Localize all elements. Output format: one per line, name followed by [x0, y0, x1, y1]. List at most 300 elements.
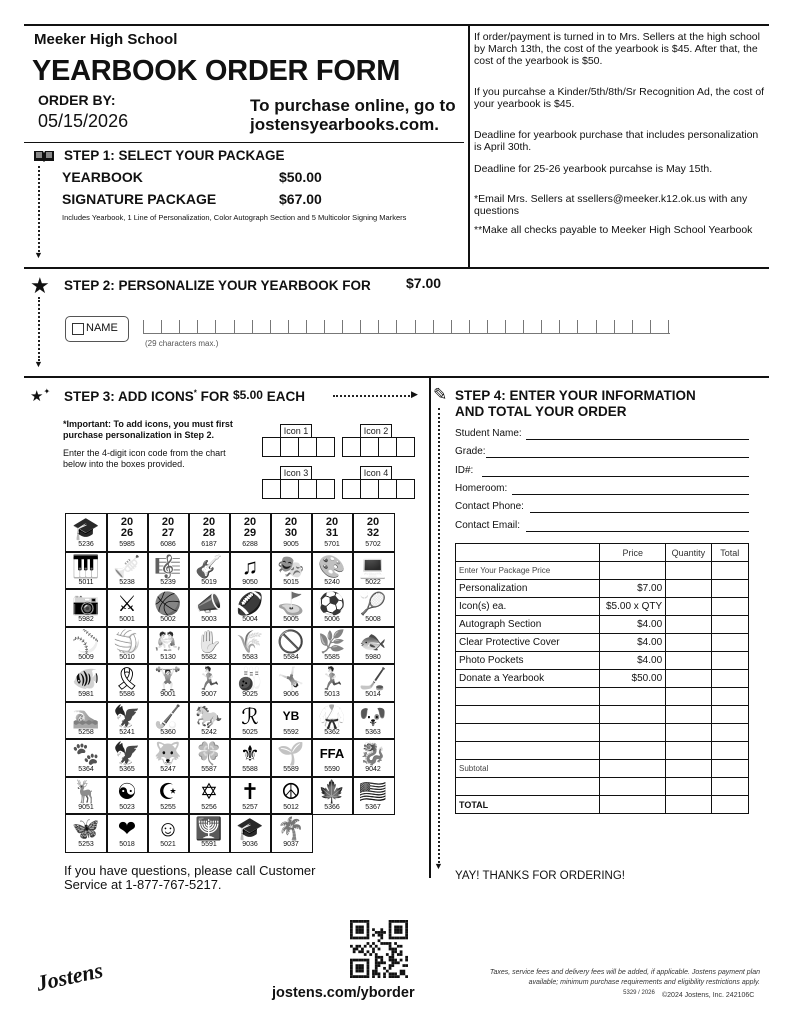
icon-chart-cell	[106, 738, 149, 778]
icon-code: 9037	[283, 841, 299, 848]
icon-code: 5130	[160, 653, 176, 661]
icon-code: 5367	[365, 803, 381, 811]
row-quantity[interactable]	[666, 724, 711, 742]
icon-chart-cell	[352, 701, 395, 741]
icon-code: 5253	[78, 841, 94, 848]
icon-code: 5241	[119, 728, 135, 736]
step4-heading-2: AND TOTAL YOUR ORDER	[455, 404, 627, 419]
row-quantity[interactable]	[666, 652, 711, 670]
icon-code: 5242	[201, 728, 217, 736]
icon-chart-cell	[352, 551, 395, 591]
char-tick	[668, 320, 669, 333]
chart-icon: 🤼	[154, 628, 182, 654]
questions-text: If you have questions, please call Customer Service at 1-877-767-5217.	[64, 863, 316, 892]
icon-code: 5005	[283, 616, 299, 623]
name-character-input[interactable]	[143, 318, 670, 334]
icon-chart-cell	[188, 588, 231, 628]
row-price: $4.00	[600, 634, 666, 652]
icon-chart-cell	[270, 738, 313, 778]
icon-chart-cell	[106, 776, 149, 816]
chart-icon: ☮	[281, 778, 301, 804]
chart-icon: 🏃	[318, 666, 346, 691]
icon-code: 5025	[242, 728, 258, 736]
icon-code: 5256	[201, 803, 217, 811]
char-tick	[360, 320, 361, 333]
name-checkbox[interactable]	[72, 323, 84, 335]
chart-icon: 🏃	[195, 666, 223, 691]
icon-chart-cell	[270, 701, 313, 741]
icon-1-label: Icon 1	[280, 424, 312, 438]
arrow-right-icon: ▶	[411, 389, 418, 399]
icon-code: 5364	[78, 766, 94, 773]
table-row	[456, 634, 749, 652]
chart-icon: ⚔	[117, 591, 137, 616]
row-quantity[interactable]	[666, 598, 711, 616]
row-total[interactable]	[711, 580, 748, 598]
chart-icon: 🦅	[113, 741, 141, 766]
top-rule	[24, 24, 769, 26]
order-total-table	[455, 543, 749, 814]
icon-code: 5985	[119, 541, 135, 548]
icon-chart-cell	[188, 776, 231, 816]
icon-chart-cell	[65, 626, 108, 666]
footer-copyright: ©2024 Jostens, Inc. 242106C	[662, 992, 755, 999]
icon-chart-cell	[106, 588, 149, 628]
field-label: Contact Phone:	[455, 501, 524, 513]
row-price: $5.00 x QTY	[600, 598, 666, 616]
chart-icon: 🍀	[195, 741, 223, 766]
icon-code: 5236	[78, 541, 94, 548]
row-price	[600, 688, 666, 706]
char-tick	[161, 320, 162, 333]
icon-chart-cell	[229, 701, 272, 741]
row-total[interactable]	[711, 688, 748, 706]
field-label: ID#:	[455, 464, 474, 476]
row-price: $50.00	[600, 670, 666, 688]
order-by-date: 05/15/2026	[38, 111, 129, 131]
row-quantity[interactable]	[666, 580, 711, 598]
step3-connector	[333, 395, 413, 397]
table-row	[456, 724, 749, 742]
chart-icon: ✡	[199, 778, 219, 804]
row-item: Clear Protective Cover	[456, 634, 600, 652]
char-tick	[342, 320, 343, 333]
table-row	[456, 580, 749, 598]
header-divider	[468, 24, 470, 268]
row-total[interactable]	[711, 652, 748, 670]
icon-chart-cell	[188, 513, 231, 553]
icon-code: 5363	[365, 728, 381, 736]
field-input[interactable]	[512, 494, 749, 495]
row-total[interactable]	[711, 670, 748, 688]
row-price: $4.00	[600, 652, 666, 670]
step1-top-rule	[24, 142, 464, 143]
icon-chart-cell	[270, 663, 313, 703]
icon-chart-cell	[270, 776, 313, 816]
step2-price: $7.00	[406, 275, 442, 291]
header-item	[456, 544, 600, 562]
row-quantity[interactable]	[666, 616, 711, 634]
icon-code: 5702	[365, 541, 381, 548]
year-icon: 20 28	[202, 516, 216, 539]
chart-icon: ⚜	[240, 741, 260, 766]
char-tick	[559, 320, 560, 333]
chart-icon: 🌾	[236, 628, 264, 654]
table-row	[456, 652, 749, 670]
row-quantity[interactable]	[666, 742, 711, 760]
icon-chart-cell	[229, 663, 272, 703]
icon-code: 9042	[365, 766, 381, 773]
chart-icon: 🎹	[72, 553, 100, 579]
yearbook-label: YEARBOOK	[62, 169, 143, 185]
row-price	[600, 742, 666, 760]
row-total[interactable]	[711, 724, 748, 742]
icon-chart-cell	[188, 551, 231, 591]
icon-chart-cell	[147, 626, 190, 666]
row-item: TOTAL	[456, 796, 600, 814]
sparkle-star-icon: ★✦	[30, 387, 51, 405]
char-tick	[324, 320, 325, 333]
icon-code: 5258	[78, 728, 94, 736]
chart-icon: 🐟	[359, 628, 387, 654]
table-row	[456, 688, 749, 706]
icon-chart-cell	[229, 738, 272, 778]
chart-icon: 🐎	[195, 703, 223, 729]
step1-connector	[38, 166, 40, 252]
char-tick	[215, 320, 216, 333]
icon-code: 5019	[201, 578, 217, 586]
icon-code: 6288	[242, 541, 258, 548]
icon-chart-cell	[147, 513, 190, 553]
row-quantity[interactable]	[666, 670, 711, 688]
table-row	[456, 742, 749, 760]
icon-code: 9050	[242, 578, 258, 586]
row-quantity[interactable]	[666, 796, 711, 814]
arrow-down-icon: ▼	[34, 250, 43, 260]
row-quantity[interactable]	[666, 778, 711, 796]
icon-code: 5009	[78, 653, 94, 661]
icon-code: 5018	[119, 841, 135, 848]
table-row	[456, 706, 749, 724]
char-tick	[632, 320, 633, 333]
row-total[interactable]	[711, 616, 748, 634]
header-total: Total	[711, 544, 748, 562]
chart-icon: 📷	[72, 591, 100, 616]
row-total[interactable]	[711, 778, 748, 796]
icon-code: 9025	[242, 691, 258, 698]
chart-icon: 🏊	[72, 703, 100, 729]
chart-icon: 🎸	[195, 553, 223, 579]
icon-chart-cell	[147, 738, 190, 778]
row-total[interactable]	[711, 634, 748, 652]
icon-code: 5584	[283, 653, 299, 661]
step1-heading: STEP 1: SELECT YOUR PACKAGE	[64, 148, 285, 163]
row-total[interactable]	[711, 760, 748, 778]
icon-code: 5257	[242, 803, 258, 811]
char-tick	[270, 320, 271, 333]
thanks-text: YAY! THANKS FOR ORDERING!	[455, 870, 625, 882]
field-label: Grade:	[455, 446, 486, 458]
info-p4: Deadline for 25-26 yearbook purcahse is May 15th.	[474, 163, 713, 175]
icon-chart-cell	[106, 626, 149, 666]
icon-4-label: Icon 4	[360, 466, 392, 480]
chart-icon: ✋	[195, 628, 223, 654]
icon-chart-cell	[270, 626, 313, 666]
icon-chart-cell	[65, 701, 108, 741]
char-tick	[596, 320, 597, 333]
icon-code: 5012	[283, 803, 299, 811]
icon-chart	[65, 513, 395, 858]
step3-heading-star: *	[193, 388, 197, 398]
chart-icon: 🏒	[359, 666, 387, 691]
icon-code: 9007	[201, 691, 217, 698]
icon-chart-cell	[311, 551, 354, 591]
info-column	[474, 31, 766, 236]
row-item	[456, 706, 600, 724]
char-tick	[288, 320, 289, 333]
icon-chart-cell	[106, 551, 149, 591]
chart-icon: ♫	[241, 553, 259, 579]
icon-chart-cell	[311, 513, 354, 553]
icon-code: 5362	[324, 728, 340, 736]
chart-icon: ⚽	[318, 591, 346, 616]
icon-code: 5238	[119, 578, 135, 586]
field-label: Contact Email:	[455, 519, 521, 531]
icon-chart-cell	[147, 588, 190, 628]
online-line-1: To purchase online, go to	[250, 96, 456, 115]
icon-code: 5003	[201, 616, 217, 623]
icon-chart-cell	[229, 626, 272, 666]
icon-code: 5587	[201, 766, 217, 773]
chart-icon: 🏐	[113, 628, 141, 654]
icon-code: 5583	[242, 653, 258, 661]
row-item	[456, 778, 600, 796]
signature-price: $67.00	[279, 191, 322, 207]
row-total[interactable]	[711, 562, 748, 580]
icon-code: 5982	[78, 616, 94, 623]
char-tick	[577, 320, 578, 333]
row-item: Subtotal	[456, 760, 600, 778]
row-quantity[interactable]	[666, 760, 711, 778]
char-tick	[614, 320, 615, 333]
icon-4-code-input[interactable]	[342, 479, 415, 499]
icon-code: 5011	[78, 578, 94, 586]
table-row	[456, 778, 749, 796]
step2-bottom-rule	[24, 376, 769, 378]
icon-code: 5701	[324, 541, 340, 548]
field-input[interactable]	[530, 512, 749, 513]
chart-icon: 🌿	[318, 628, 346, 654]
year-icon: 20 29	[243, 516, 257, 539]
row-item: Icon(s) ea.	[456, 598, 600, 616]
name-checkbox-box[interactable]	[65, 316, 129, 342]
row-item: Personalization	[456, 580, 600, 598]
chart-icon: ☪	[158, 778, 178, 804]
icon-code: 5365	[119, 766, 135, 773]
info-p2: If you purcahse a Kinder/5th/8th/Sr Recognition Ad, the cost of your yearbook is $45.	[474, 86, 765, 110]
chart-icon: 🎳	[236, 666, 264, 691]
icon-chart-cell	[352, 663, 395, 703]
chart-icon: 🏑	[154, 703, 182, 729]
info-p3: Deadline for yearbook purchase that includes personalization is April 30th.	[474, 129, 759, 153]
icon-code: 5588	[242, 766, 258, 773]
step1-bottom-rule	[24, 267, 769, 269]
icon-code: 5591	[201, 841, 217, 848]
row-quantity[interactable]	[666, 688, 711, 706]
table-header-row	[456, 544, 749, 562]
icon-chart-cell	[311, 588, 354, 628]
signature-note: Includes Yearbook, 1 Line of Personalization, Color Autograph Section and 5 Multicolor Signing Markers	[62, 213, 407, 222]
char-tick	[415, 320, 416, 333]
jostens-logo: Jostens	[34, 957, 106, 996]
row-price: $7.00	[600, 580, 666, 598]
chart-icon: 🐺	[154, 741, 182, 766]
icon-code: 5015	[283, 578, 299, 586]
icon-chart-cell	[311, 776, 354, 816]
icon-chart-cell	[229, 813, 272, 853]
char-tick	[396, 320, 397, 333]
icon-code: 5008	[365, 616, 381, 623]
icon-chart-cell	[65, 551, 108, 591]
char-tick	[234, 320, 235, 333]
step3-instructions: Enter the 4-digit icon code from the chart below into the boxes provided.	[63, 448, 226, 469]
row-quantity[interactable]	[666, 562, 711, 580]
chart-icon: FFA	[319, 746, 345, 761]
icon-code: 5360	[160, 728, 176, 736]
icon-chart-cell	[352, 626, 395, 666]
signature-label: SIGNATURE PACKAGE	[62, 191, 217, 207]
row-quantity[interactable]	[666, 634, 711, 652]
icon-code: 5022	[365, 578, 381, 586]
icon-code: 5247	[160, 766, 176, 773]
char-tick	[505, 320, 506, 333]
icon-code: 9005	[283, 541, 299, 548]
arrow-down-icon: ▼	[434, 861, 443, 871]
icon-chart-cell	[352, 776, 395, 816]
header-quantity: Quantity	[666, 544, 711, 562]
icon-2-code-input[interactable]	[342, 437, 415, 457]
icon-code: 5001	[119, 616, 135, 623]
chart-icon: 🦌	[72, 778, 100, 804]
icon-code: 5002	[160, 616, 176, 623]
icon-chart-cell	[188, 813, 231, 853]
footer-url[interactable]: jostens.com/yborder	[272, 985, 415, 1001]
chart-icon: 🎺	[113, 553, 141, 579]
field-input[interactable]	[486, 457, 749, 458]
icon-code: 5006	[324, 616, 340, 623]
icon-code: 5366	[324, 803, 340, 811]
row-item: Enter Your Package Price	[456, 562, 600, 580]
chart-icon: 🏋	[154, 666, 182, 691]
field-label: Homeroom:	[455, 482, 508, 494]
char-tick	[252, 320, 253, 333]
char-tick	[433, 320, 434, 333]
icon-chart-cell	[229, 776, 272, 816]
row-item: Photo Pockets	[456, 652, 600, 670]
icon-chart-cell	[147, 701, 190, 741]
chart-icon: 🦋	[72, 816, 100, 841]
icon-code: 5240	[324, 578, 340, 586]
star-icon: ★	[30, 273, 50, 298]
chart-icon: 🌴	[277, 816, 305, 841]
chart-icon: 🥋	[318, 703, 346, 729]
icon-code: 5255	[160, 803, 176, 811]
icon-chart-cell	[311, 738, 354, 778]
row-item: Donate a Yearbook	[456, 670, 600, 688]
chart-icon: 🎨	[318, 553, 346, 579]
char-tick	[650, 320, 651, 333]
icon-chart-cell	[147, 663, 190, 703]
header-price: Price	[600, 544, 666, 562]
info-p6: **Make all checks payable to Meeker High School Yearbook	[474, 224, 753, 236]
year-icon: 20 27	[161, 516, 175, 539]
icon-chart-cell	[65, 513, 108, 553]
arrow-down-icon: ▼	[34, 359, 43, 369]
char-tick	[523, 320, 524, 333]
icon-chart-cell	[270, 588, 313, 628]
field-input[interactable]	[526, 531, 749, 532]
icon-code: 5980	[365, 653, 381, 661]
chart-icon: 🤸	[277, 666, 305, 691]
icon-code: 5014	[365, 691, 381, 698]
chart-icon: ⛳	[277, 591, 305, 616]
chart-icon: ⚾	[72, 628, 100, 654]
field-input[interactable]	[482, 476, 749, 477]
icon-chart-cell	[229, 513, 272, 553]
step3-heading	[64, 388, 305, 404]
row-total[interactable]	[711, 598, 748, 616]
icon-chart-cell	[106, 663, 149, 703]
school-name: Meeker High School	[34, 31, 178, 48]
icon-chart-cell	[270, 551, 313, 591]
row-price	[600, 778, 666, 796]
row-quantity[interactable]	[666, 706, 711, 724]
step2-heading: STEP 2: PERSONALIZE YOUR YEARBOOK FOR	[64, 278, 371, 293]
icon-code: 5589	[283, 766, 299, 773]
chart-icon: ☺	[156, 816, 180, 841]
year-icon: 20 30	[284, 516, 298, 539]
chart-icon: ℛ	[241, 703, 259, 729]
row-total[interactable]	[711, 796, 748, 814]
table-row	[456, 598, 749, 616]
icon-1-code-input[interactable]	[262, 437, 335, 457]
max-characters-note: (29 characters max.)	[145, 339, 219, 348]
chart-icon: 🐾	[72, 741, 100, 766]
icon-code: 9036	[242, 841, 258, 848]
icon-chart-cell	[352, 588, 395, 628]
icon-code: 5582	[201, 653, 217, 661]
table-row	[456, 562, 749, 580]
icon-chart-cell	[106, 813, 149, 853]
chart-icon: 🎓	[72, 516, 100, 541]
icon-code: 5592	[283, 728, 299, 736]
icon-code: 5585	[324, 653, 340, 661]
icon-2-label: Icon 2	[360, 424, 392, 438]
chart-icon: 🏀	[154, 591, 182, 616]
field-input[interactable]	[526, 439, 749, 440]
row-price: $4.00	[600, 616, 666, 634]
row-total[interactable]	[711, 742, 748, 760]
table-row	[456, 796, 749, 814]
year-icon: 20 31	[325, 516, 339, 539]
icon-3-code-input[interactable]	[262, 479, 335, 499]
row-total[interactable]	[711, 706, 748, 724]
step3-heading-for: FOR	[200, 389, 230, 404]
icon-code: 9006	[283, 691, 299, 698]
icon-chart-cell	[229, 588, 272, 628]
icon-chart-cell	[65, 813, 108, 853]
row-item	[456, 688, 600, 706]
